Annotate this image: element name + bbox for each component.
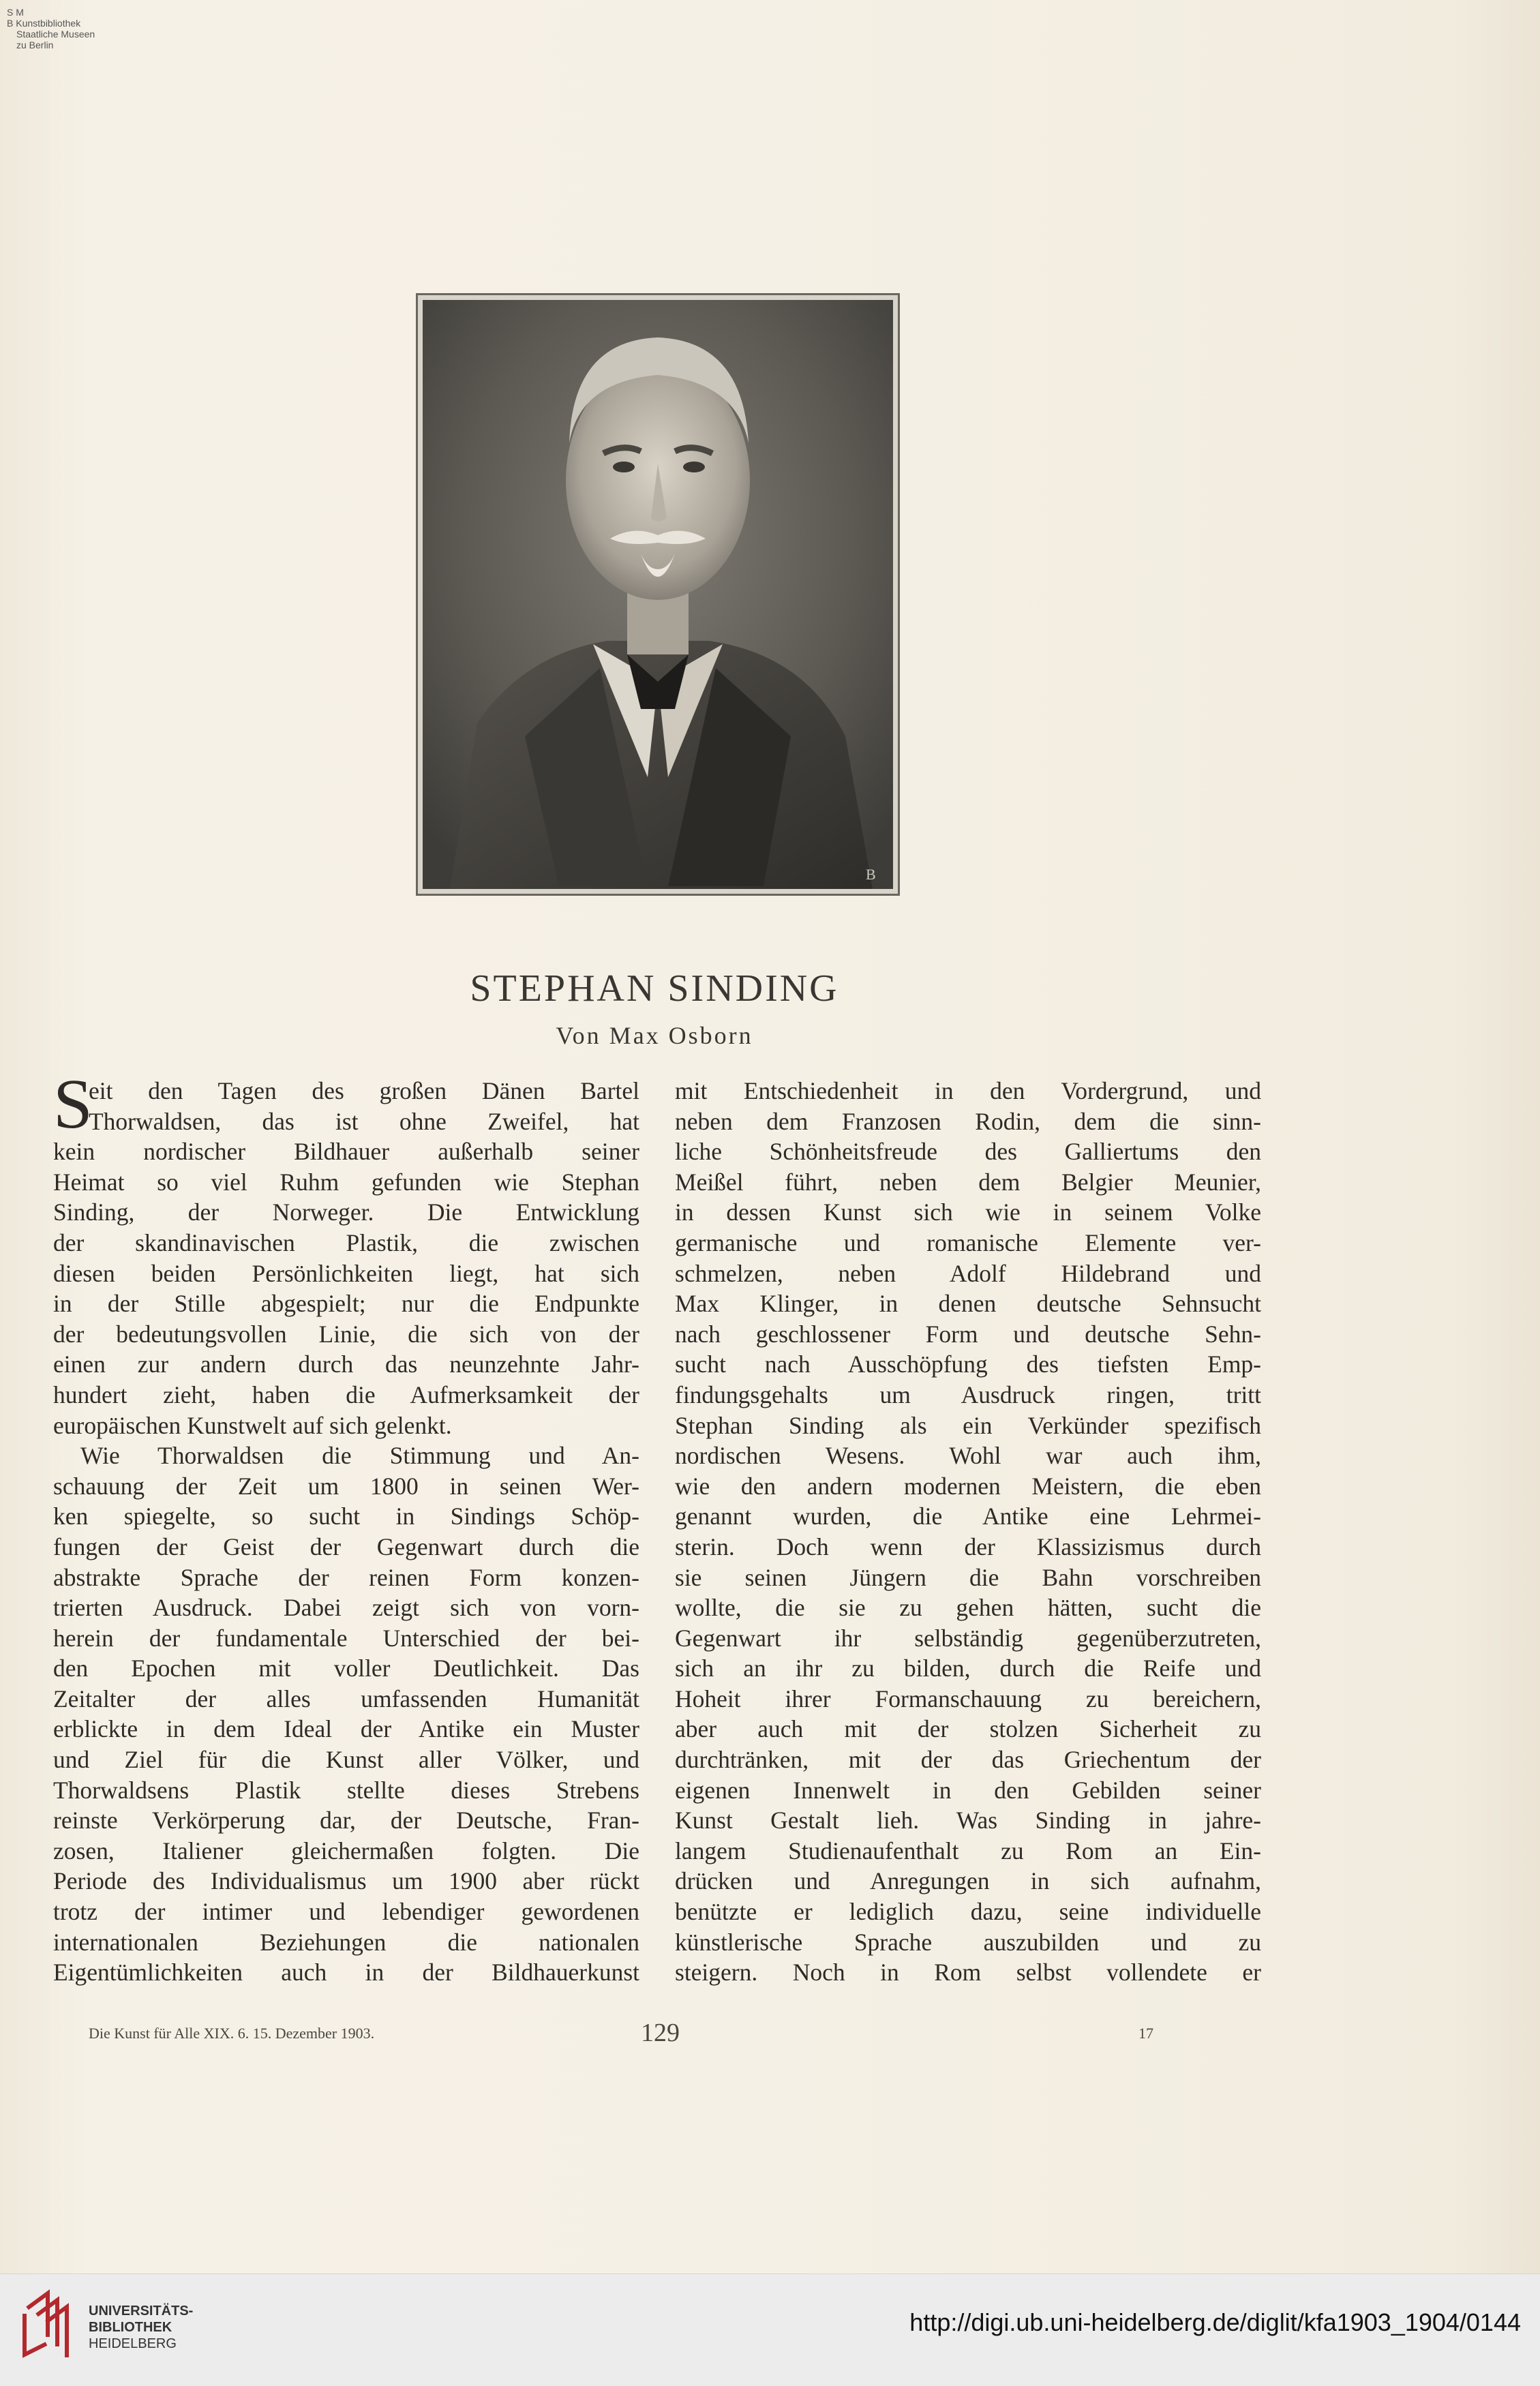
- right-column: [675, 1076, 1261, 1988]
- signature-mark: 17: [1138, 2025, 1153, 2042]
- text-line: liche Schönheitsfreude des Galliertums den: [675, 1138, 1261, 1166]
- text-line: nach geschlossener Form und deutsche Sehn-: [675, 1320, 1261, 1348]
- portrait-photo: [416, 293, 900, 896]
- library-logo-icon[interactable]: [19, 2289, 74, 2363]
- text-line: trierten Ausdruck. Dabei zeigt sich von vorn-: [53, 1594, 639, 1622]
- text-line: Meißel führt, neben dem Belgier Meunier,: [675, 1168, 1261, 1196]
- text-line: neben dem Franzosen Rodin, dem die sinn-: [675, 1107, 1261, 1135]
- stamp-line: zu Berlin: [16, 40, 54, 50]
- text-line: langem Studienaufenthalt zu Rom an Ein-: [675, 1837, 1261, 1864]
- permalink-url[interactable]: http://digi.ub.uni-heidelberg.de/diglit/kfa1903_1904/0144: [909, 2308, 1521, 2336]
- text-line: wollte, die sie zu gehen hätten, sucht die: [675, 1594, 1261, 1622]
- text-line: künstlerische Sprache auszubilden und zu: [675, 1928, 1261, 1956]
- text-line: germanische und romanische Elemente ver-: [675, 1228, 1261, 1256]
- text-line: Thorwaldsen, das ist ohne Zweifel, hat: [89, 1107, 639, 1135]
- text-line: Kunst Gestalt lieh. Was Sinding in jahre-: [675, 1807, 1261, 1834]
- text-line: wie den andern modernen Meistern, die eben: [675, 1472, 1261, 1500]
- text-line: sie seinen Jüngern die Bahn vorschreiben: [675, 1563, 1261, 1591]
- text-line: Wie Thorwaldsen die Stimmung und An-: [80, 1442, 639, 1470]
- text-line: eit den Tagen des großen Dänen Bartel: [89, 1077, 639, 1104]
- text-line: sucht nach Ausschöpfung des tiefsten Emp-: [675, 1350, 1261, 1378]
- text-line: drücken und Anregungen in sich aufnahm,: [675, 1867, 1261, 1895]
- text-line: herein der fundamentale Unterschied der bei-: [53, 1624, 639, 1652]
- portrait-image: [423, 300, 893, 889]
- text-line: Thorwaldsens Plastik stellte dieses Strebens: [53, 1776, 639, 1804]
- text-line: durchtränken, mit der das Griechentum der: [675, 1746, 1261, 1774]
- text-line: zosen, Italiener gleichermaßen folgten. Die: [53, 1837, 639, 1864]
- text-line: trotz der intimer und lebendiger gewordenen: [53, 1898, 639, 1926]
- library-name-line: BIBLIOTHEK: [89, 2320, 172, 2335]
- stamp-line: S M: [7, 7, 24, 18]
- text-line: nordischen Wesens. Wohl war auch ihm,: [675, 1442, 1261, 1470]
- text-line: hundert zieht, haben die Aufmerksamkeit der: [53, 1380, 639, 1408]
- text-line: Zeitalter der alles umfassenden Humanität: [53, 1685, 639, 1712]
- text-line: der bedeutungsvollen Linie, die sich von der: [53, 1320, 639, 1348]
- text-line: Periode des Individualismus um 1900 aber rückt: [53, 1867, 639, 1895]
- text-line: einen zur andern durch das neunzehnte Jahr-: [53, 1350, 639, 1378]
- text-line: kein nordischer Bildhauer außerhalb seiner: [53, 1138, 639, 1166]
- text-line: benützte er lediglich dazu, seine individuelle: [675, 1898, 1261, 1926]
- text-line: den Epochen mit voller Deutlichkeit. Das: [53, 1655, 639, 1682]
- left-column: [53, 1076, 639, 1988]
- library-stamp: [7, 7, 95, 50]
- text-line: findungsgehalts um Ausdruck ringen, tritt: [675, 1380, 1261, 1408]
- text-line: fungen der Geist der Gegenwart durch die: [53, 1532, 639, 1560]
- text-line: internationalen Beziehungen die nationalen: [53, 1928, 639, 1956]
- text-line: Sinding, der Norweger. Die Entwicklung: [53, 1198, 639, 1226]
- text-line: und Ziel für die Kunst aller Völker, und: [53, 1746, 639, 1774]
- stamp-line: B Kunstbibliothek: [7, 18, 81, 29]
- text-line: steigern. Noch in Rom selbst vollendete er: [675, 1959, 1261, 1987]
- article-title: STEPHAN SINDING: [470, 967, 839, 1010]
- text-line: Stephan Sinding als ein Verkünder spezifisch: [675, 1411, 1261, 1439]
- text-line: Max Klinger, in denen deutsche Sehnsucht: [675, 1290, 1261, 1318]
- text-line: Hoheit ihrer Formanschauung zu bereichern,: [675, 1685, 1261, 1712]
- text-line: aber auch mit der stolzen Sicherheit zu: [675, 1715, 1261, 1743]
- text-line: europäischen Kunstwelt auf sich gelenkt.: [53, 1411, 452, 1439]
- drop-cap: S: [53, 1065, 93, 1143]
- library-name: [89, 2303, 193, 2352]
- library-name-line: UNIVERSITÄTS-: [89, 2304, 194, 2319]
- journal-footer: Die Kunst für Alle XIX. 6. 15. Dezember 1903.: [89, 2025, 375, 2042]
- text-line: sterin. Doch wenn der Klassizismus durch: [675, 1532, 1261, 1560]
- stamp-line: Staatliche Museen: [16, 29, 95, 40]
- text-line: reinste Verkörperung dar, der Deutsche, Fran-: [53, 1807, 639, 1834]
- text-line: in dessen Kunst sich wie in seinem Volke: [675, 1198, 1261, 1226]
- text-line: eigenen Innenwelt in den Gebilden seiner: [675, 1776, 1261, 1804]
- text-line: schmelzen, neben Adolf Hildebrand und: [675, 1259, 1261, 1287]
- text-line: abstrakte Sprache der reinen Form konzen-: [53, 1563, 639, 1591]
- article-byline: Von Max Osborn: [556, 1022, 753, 1049]
- photographer-monogram: B: [866, 866, 876, 883]
- library-name-line: HEIDELBERG: [89, 2336, 177, 2351]
- text-line: mit Entschiedenheit in den Vordergrund, und: [675, 1077, 1261, 1104]
- text-line: Heimat so viel Ruhm gefunden wie Stephan: [53, 1168, 639, 1196]
- text-line: ken spiegelte, so sucht in Sindings Schöp-: [53, 1502, 639, 1530]
- text-line: Gegenwart ihr selbständig gegenüberzutreten,: [675, 1624, 1261, 1652]
- text-line: der skandinavischen Plastik, die zwischen: [53, 1228, 639, 1256]
- page-number: 129: [641, 2019, 680, 2047]
- text-line: Eigentümlichkeiten auch in der Bildhauerkunst: [53, 1959, 639, 1987]
- text-line: erblickte in dem Ideal der Antike ein Muster: [53, 1715, 639, 1743]
- text-line: diesen beiden Persönlichkeiten liegt, hat sich: [53, 1259, 639, 1287]
- text-line: in der Stille abgespielt; nur die Endpunkte: [53, 1290, 639, 1318]
- text-line: sich an ihr zu bilden, durch die Reife und: [675, 1655, 1261, 1682]
- text-line: schauung der Zeit um 1800 in seinen Wer-: [53, 1472, 639, 1500]
- text-line: genannt wurden, die Antike eine Lehrmei-: [675, 1502, 1261, 1530]
